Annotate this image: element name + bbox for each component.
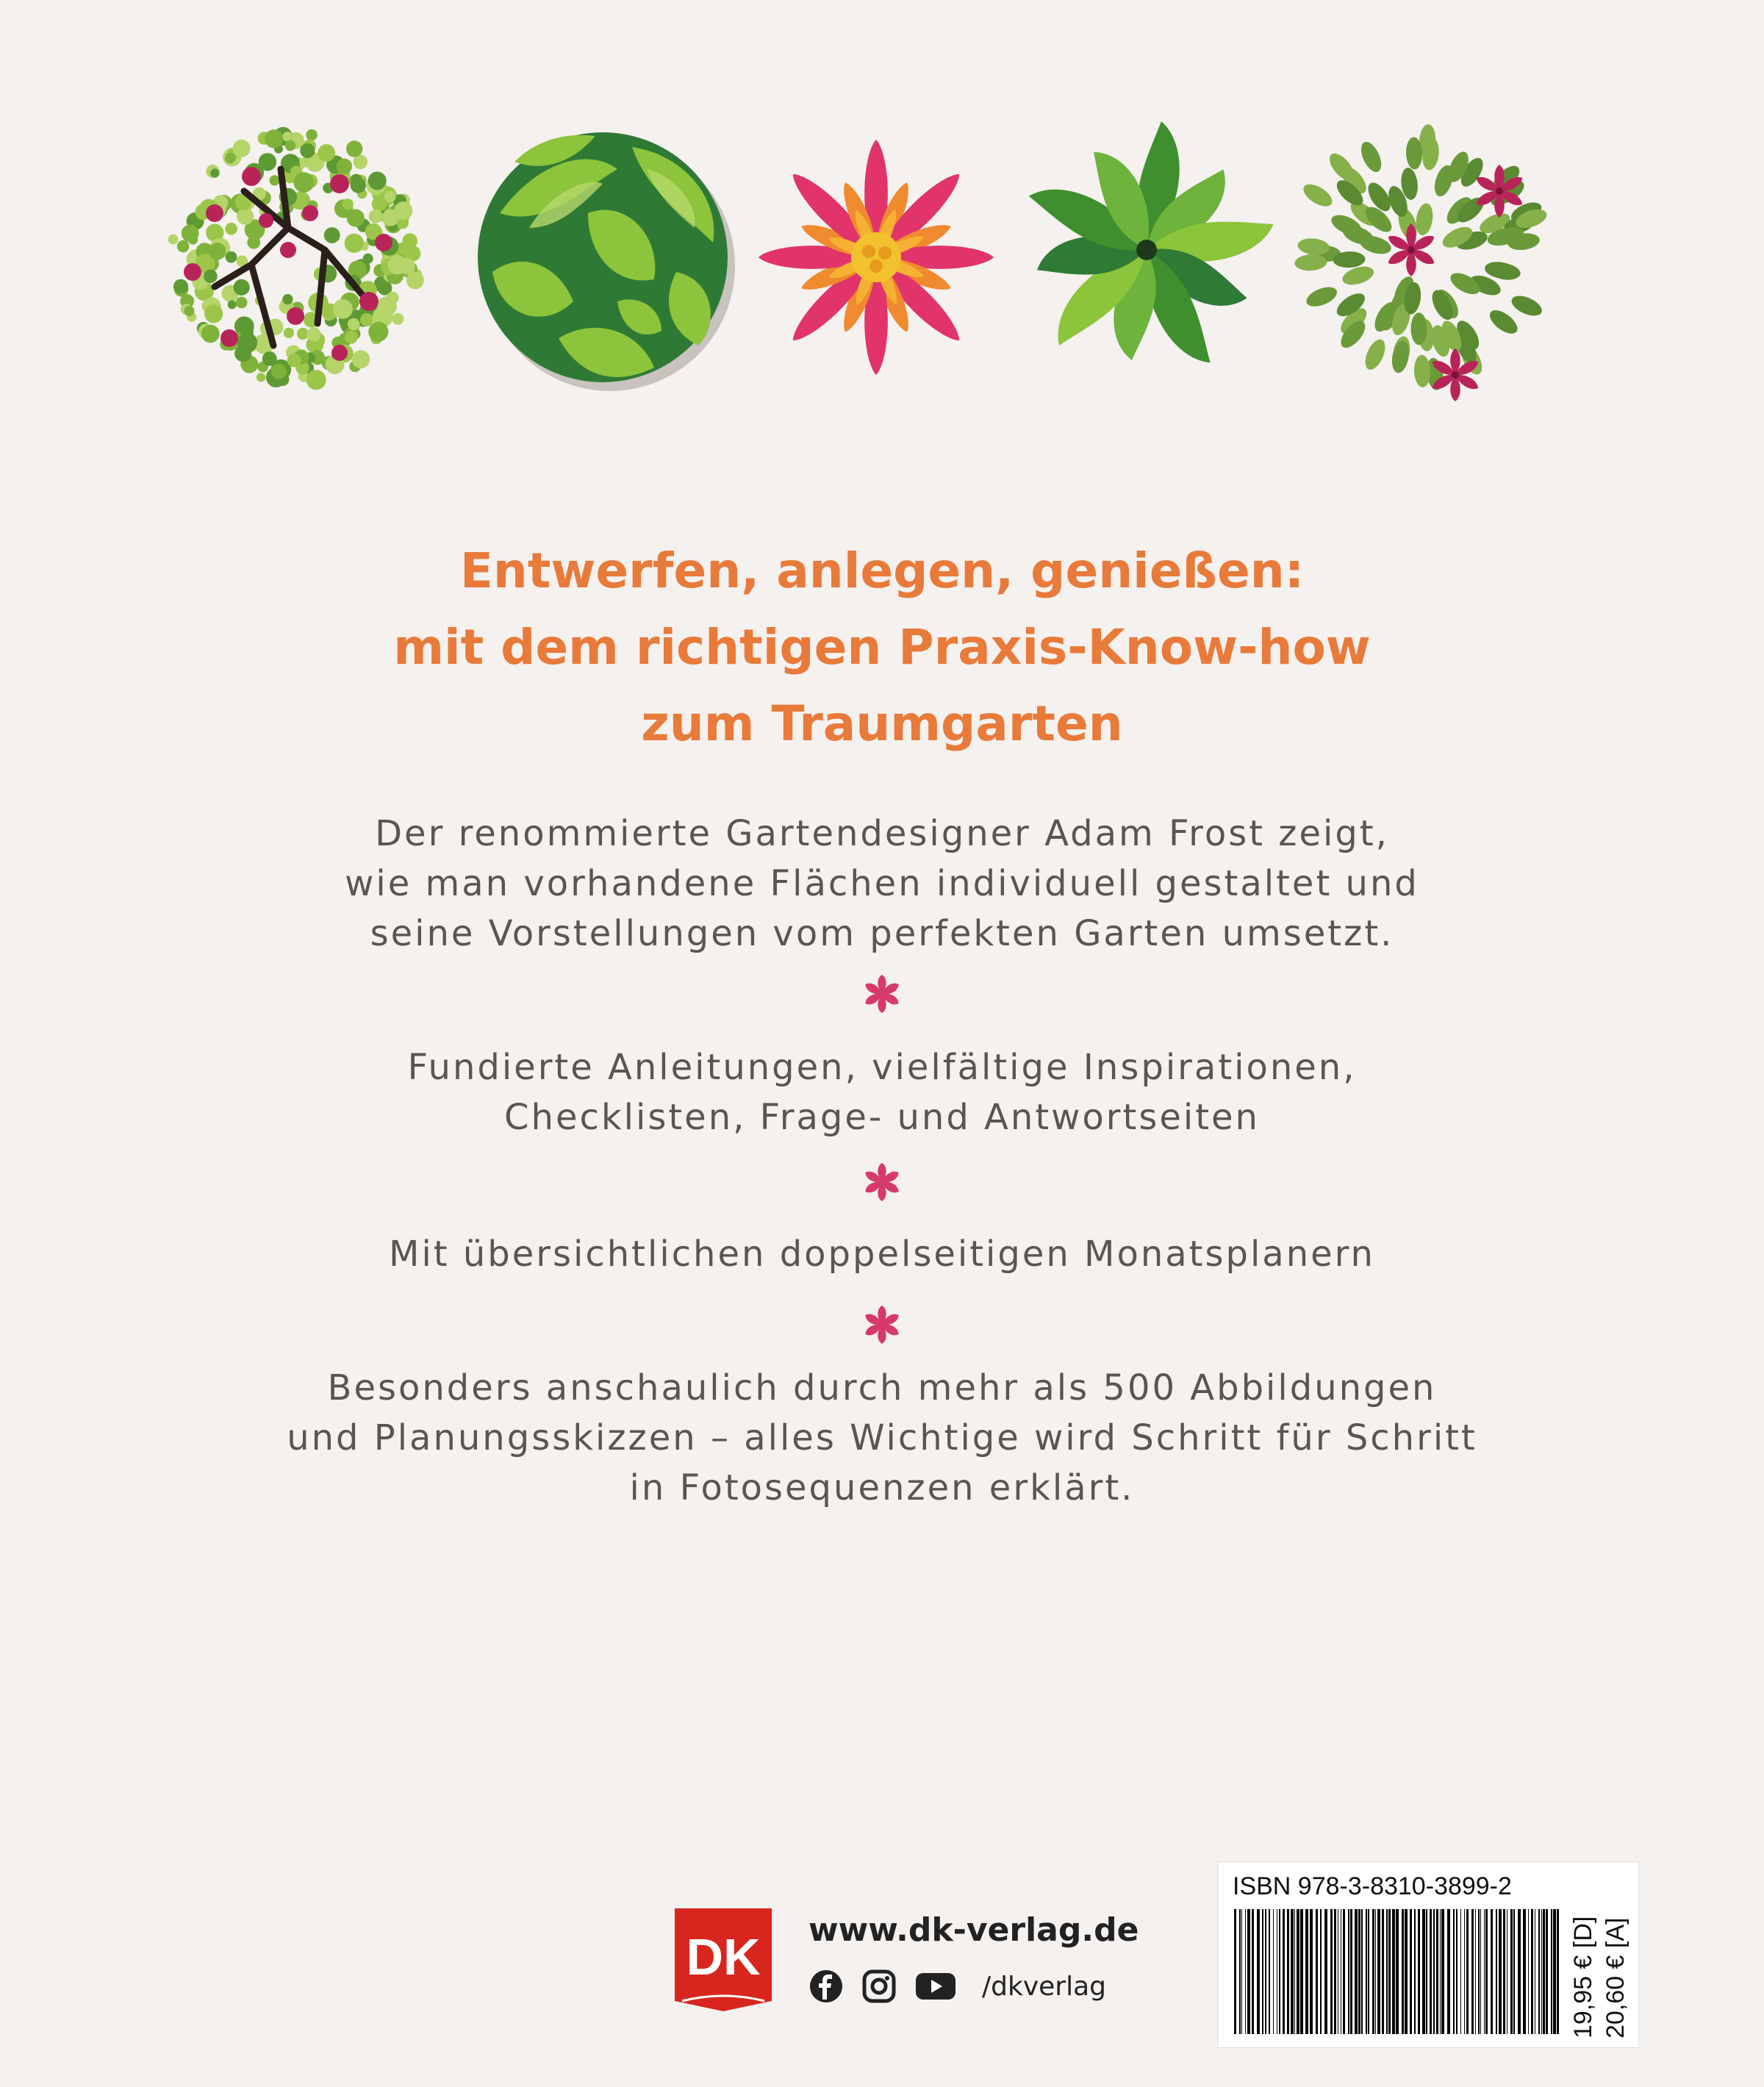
headline [0, 533, 1764, 762]
social-handle: /dkverlag [982, 1971, 1106, 2002]
headline-line-3: zum Traumgarten [641, 695, 1123, 752]
flower-separator-icon [860, 1160, 904, 1204]
planner-line-1: Mit übersichtlichen doppelseitigen Monatsplanern [389, 1234, 1375, 1275]
description-line-1: Der renommierte Gartendesigner Adam Frost zeigt, [375, 813, 1389, 854]
features-line-2: Checklisten, Frage- und Antwortseiten [504, 1097, 1260, 1138]
illustrations-line-3: in Fotosequenzen erklärt. [629, 1467, 1135, 1508]
description-line-3: seine Vorstellungen vom perfekten Garten umsetzt. [370, 913, 1394, 954]
planner-paragraph [0, 1229, 1764, 1279]
youtube-icon[interactable] [914, 1969, 957, 2004]
barcode [1234, 1909, 1562, 2034]
illustrations-line-2: und Planungsskizzen – alles Wichtige wird Schritt für Schritt [287, 1417, 1477, 1458]
website-link[interactable]: www.dk-verlag.de [808, 1911, 1139, 1949]
description-line-2: wie man vorhandene Flächen individuell gestaltet und [345, 863, 1419, 904]
features-paragraph [0, 1042, 1764, 1142]
price-austria: 20,60 € [A] [1602, 1917, 1629, 2038]
headline-line-1: Entwerfen, anlegen, genießen: [459, 543, 1305, 599]
flower-separator-icon [860, 972, 904, 1016]
flower-separator-icon [860, 1303, 904, 1347]
plant-illustrations [0, 0, 1764, 412]
dk-logo-text: DK [686, 1928, 761, 1986]
pink-flower-icon [759, 140, 994, 375]
price-germany: 19,95 € [D] [1569, 1916, 1597, 2038]
social-links [808, 1964, 1106, 2008]
description-paragraph [0, 809, 1764, 959]
illustrations-paragraph [0, 1363, 1764, 1513]
headline-line-2: mit dem richtigen Praxis-Know-how [393, 619, 1371, 676]
barcode-box [1217, 1861, 1639, 2048]
facebook-icon[interactable] [808, 1969, 844, 2004]
illustrations-line-1: Besonders anschaulich durch mehr als 500 Abbildungen [327, 1367, 1437, 1408]
features-line-1: Fundierte Anleitungen, vielfältige Inspirationen, [407, 1047, 1357, 1088]
instagram-icon[interactable] [861, 1969, 897, 2004]
leaf-and-flower-icon [1294, 123, 1549, 401]
tree-canopy-icon [168, 127, 424, 390]
dk-logo [675, 1908, 772, 2011]
green-leaf-circle-icon [478, 132, 728, 382]
green-star-plant-icon [1022, 121, 1280, 373]
isbn-number: ISBN 978-3-8310-3899-2 [1233, 1872, 1512, 1900]
